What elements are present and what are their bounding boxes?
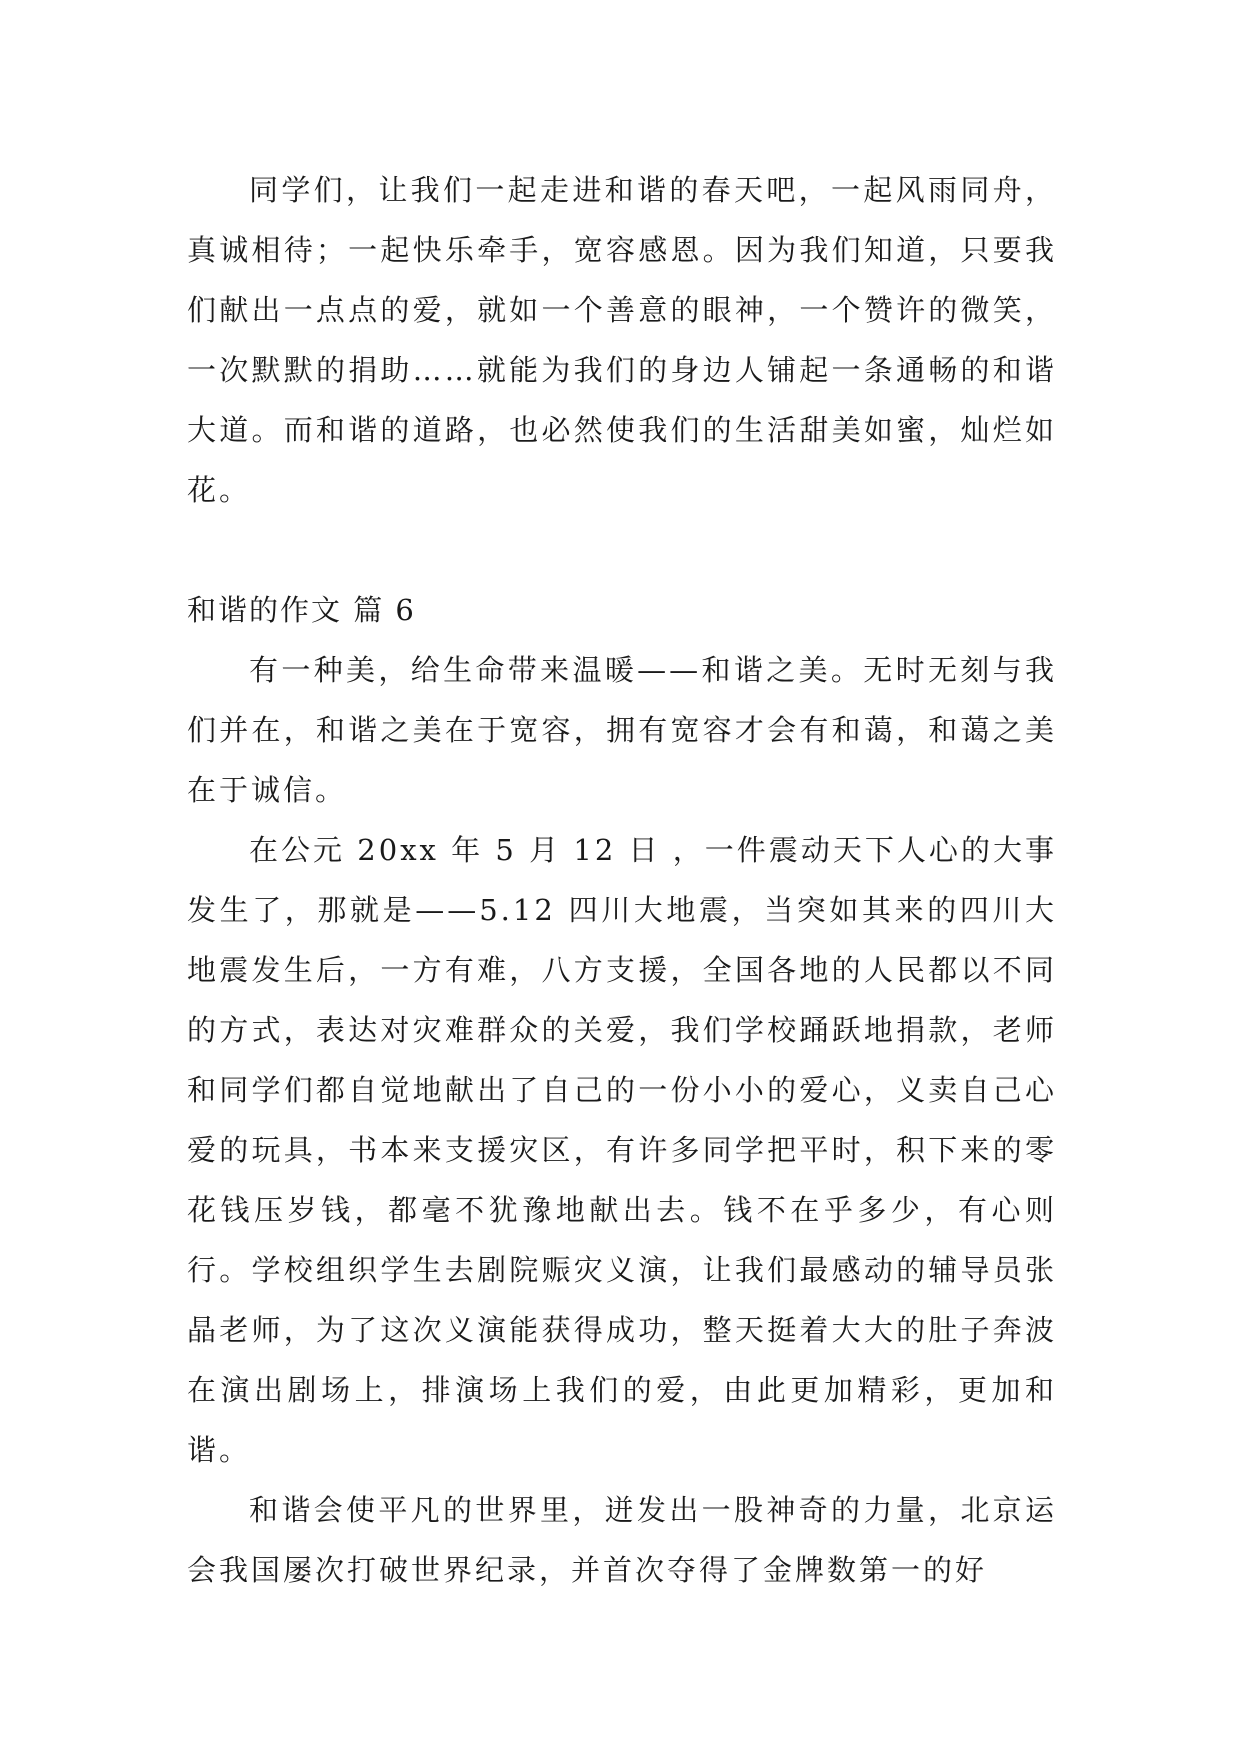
section-heading: 和谐的作文 篇 6: [187, 593, 416, 627]
paragraph-1: 有一种美，给生命带来温暖——和谐之美。无时无刻与我们并在，和谐之美在于宽容，拥有宽容才会有和蔼，和蔼之美在于诚信。: [187, 653, 1057, 807]
paragraph-2: 在公元 20xx 年 5 月 12 日 ，一件震动天下人心的大事发生了，那就是——5.12 四川大地震，当突如其来的四川大地震发生后，一方有难，八方支援，全国各地的人民都以不同的方式，表达对灾难群众的关爱，我们学校踊跃地捐款，老师和同学们都自觉地献出了自己的一份小小的爱心，义卖自己心爱的玩具，书本来支援灾区，有许多同学把平时，积下来的零花钱压岁钱，都毫不犹豫地献出去。钱不在乎多少，有心则行。学校组织学生去剧院赈灾义演，让我们最感动的辅导员张晶老师，为了这次义演能获得成功，整天挺着大大的肚子奔波在演出剧场上，排演场上我们的爱，由此更加精彩，更加和谐。: [187, 833, 1057, 1467]
document-body: [187, 160, 1057, 1600]
paragraph-3: 和谐会使平凡的世界里，迸发出一股神奇的力量，北京运会我国屡次打破世界纪录，并首次夺得了金牌数第一的好: [187, 1493, 1057, 1587]
intro-paragraph: 同学们，让我们一起走进和谐的春天吧，一起风雨同舟，真诚相待；一起快乐牵手，宽容感恩。因为我们知道，只要我们献出一点点的爱，就如一个善意的眼神，一个赞许的微笑，一次默默的捐助……就能为我们的身边人铺起一条通畅的和谐大道。而和谐的道路，也必然使我们的生活甜美如蜜，灿烂如花。: [187, 173, 1057, 507]
section-spacer: [187, 520, 1057, 580]
